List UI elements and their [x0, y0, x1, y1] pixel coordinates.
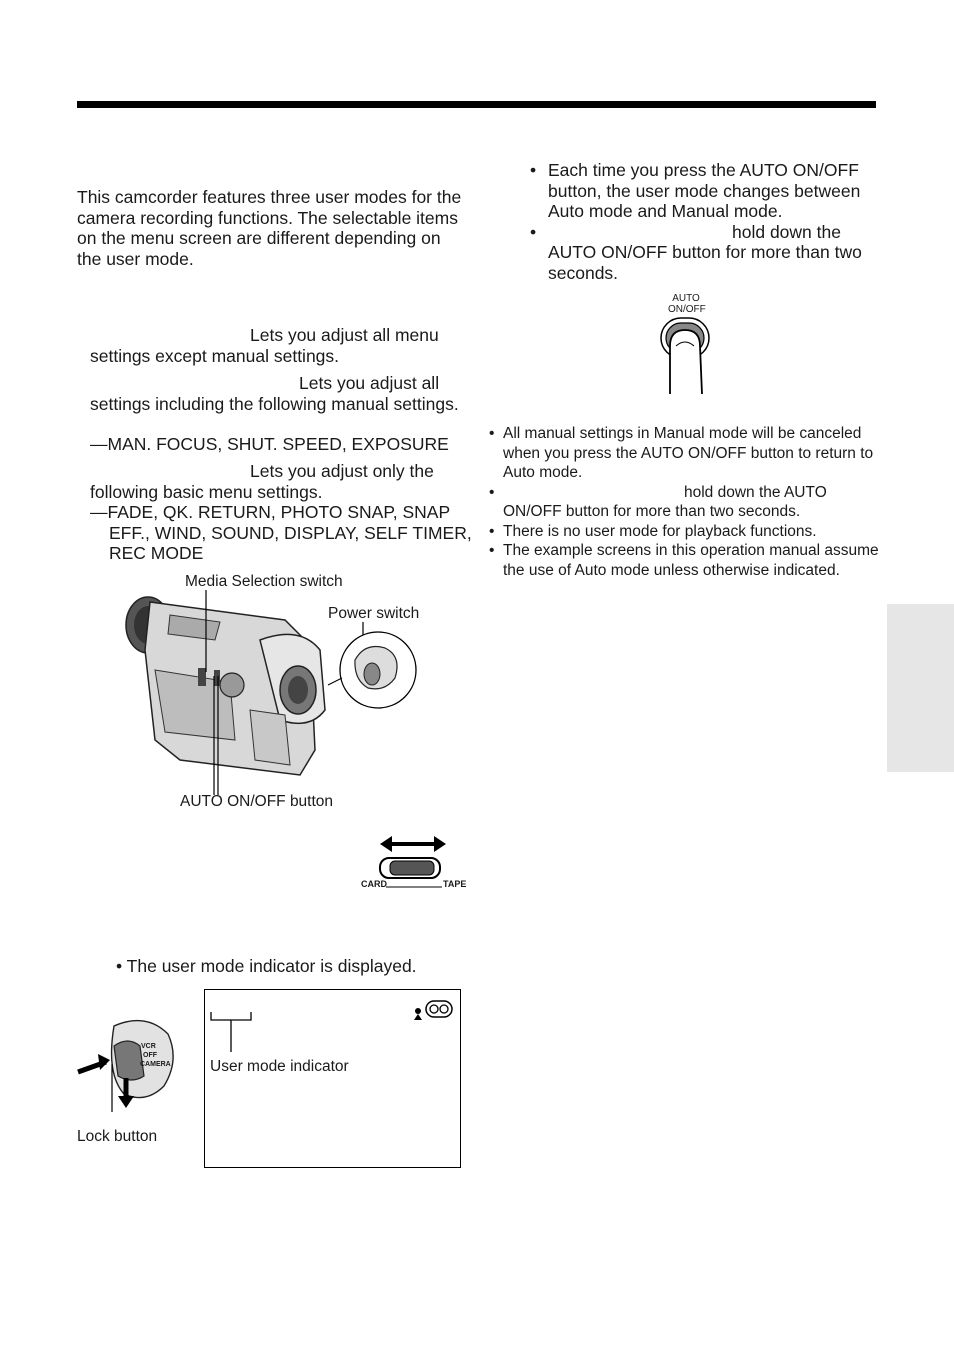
- bullet-glyph: •: [530, 160, 537, 180]
- list-item: [489, 541, 879, 580]
- list-item: [530, 160, 880, 222]
- bullet-glyph: •: [530, 221, 537, 242]
- bullet-glyph: •: [489, 522, 495, 540]
- dial-off-label: OFF: [143, 1052, 157, 1059]
- media-selection-switch-label: Media Selection switch: [185, 573, 343, 590]
- list-item: [489, 424, 879, 483]
- user-mode-indicator-label: User mode indicator: [210, 1058, 349, 1075]
- dial-camera-label: CAMERA: [140, 1061, 171, 1068]
- note-3: There is no user mode for playback functions.: [503, 522, 817, 540]
- note-4: The example screens in this operation manual assume the use of Auto mode unless otherwise indicated.: [503, 542, 879, 579]
- manual-mode-description: Lets you adjust all settings including the following manual settings.: [90, 373, 459, 414]
- auto-mode-description: Lets you adjust all menu settings except manual settings.: [90, 325, 439, 366]
- header-rule: [77, 101, 876, 108]
- basic-mode-description: Lets you adjust only the following basic menu settings.: [90, 461, 434, 502]
- intro-paragraph: This camcorder features three user modes for the camera recording functions. The selectable items on the menu screen are different depending on the user mode.: [77, 187, 462, 269]
- screen-marks: [206, 996, 458, 1056]
- button-caption-line2: ON/OFF: [668, 304, 706, 315]
- list-item: [489, 483, 879, 522]
- lock-button-label: Lock button: [77, 1128, 158, 1145]
- camcorder-illustration: [110, 590, 430, 795]
- bullet-glyph: •: [489, 425, 495, 442]
- finger-press-illustration: [656, 316, 716, 396]
- basic-mode-hold-text: hold down the AUTO ON/OFF button for more than two seconds.: [548, 221, 862, 283]
- slider-tape-label: TAPE: [443, 879, 467, 889]
- mode-toggle-text: Each time you press the AUTO ON/OFF button, the user mode changes between Auto mode and Manual mode.: [548, 160, 861, 222]
- auto-onoff-button-label: AUTO ON/OFF button: [180, 793, 334, 810]
- list-item: [530, 222, 880, 284]
- notes-list: [489, 424, 879, 580]
- note-1: All manual settings in Manual mode will be canceled when you press the AUTO ON/OFF button to return to Auto mode.: [503, 425, 874, 481]
- section-tab: [887, 604, 954, 772]
- bullet-glyph: •: [489, 542, 495, 559]
- list-item: [489, 522, 879, 542]
- button-caption: [668, 293, 704, 315]
- right-bullet-list: [530, 160, 880, 284]
- indicator-note: • The user mode indicator is displayed.: [116, 956, 417, 976]
- slider-card-label: CARD: [361, 879, 387, 889]
- dial-vcr-label: VCR: [141, 1043, 156, 1050]
- bullet-glyph: •: [489, 483, 495, 501]
- power-switch-label: Power switch: [328, 605, 420, 622]
- button-caption-line1: AUTO: [672, 293, 700, 304]
- note-2: hold down the AUTO ON/OFF button for more than two seconds.: [503, 483, 827, 520]
- basic-settings-list: —FADE, QK. RETURN, PHOTO SNAP, SNAP EFF., WIND, SOUND, DISPLAY, SELF TIMER, REC MODE: [90, 502, 472, 564]
- manual-settings-list: —MAN. FOCUS, SHUT. SPEED, EXPOSURE: [90, 434, 449, 454]
